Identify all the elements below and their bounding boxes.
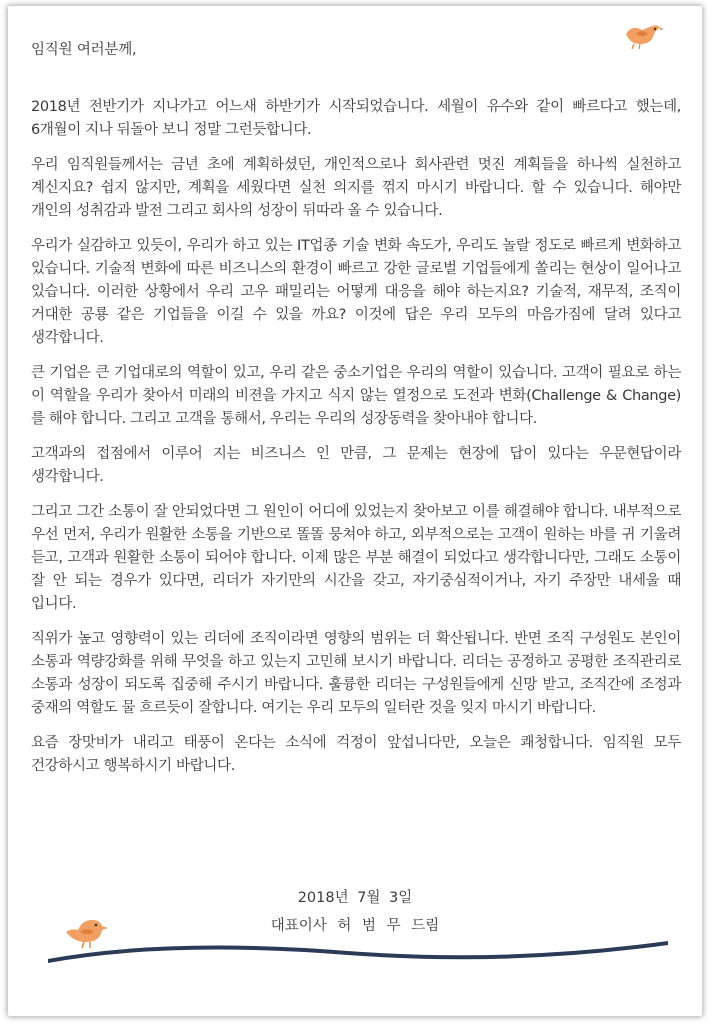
paragraph: 우리가 실감하고 있듯이, 우리가 하고 있는 IT업종 기술 변화 속도가, 우리도 놀랄 정도로 빠르게 변화하고 있습니다. 기술적 변화에 따른 비즈니스의 환경이 빠르고 강한 글로벌 기업들에게 쏠리는 현상이 일어나고 있습니다. 이러한 상황에서 우리 고우 패밀리는 어떻게 대응을 해야 하는지요? 기술적, 재무적, 조직이 거대한 공룡 같은 기업들을 이길 수 있을 까요? 이것에 답은 우리 모두의 마음가짐에 달려 있다고 생각합니다. <box>31 238 681 346</box>
letter-body <box>31 96 681 790</box>
bird-icon <box>622 20 664 50</box>
paragraph: 그리고 그간 소통이 잘 안되었다면 그 원인이 어디에 있었는지 찾아보고 이를 해결해야 합니다. 내부적으로 우선 먼저, 우리가 원활한 소통을 기반으로 똘똘 뭉쳐야 하고, 외부적으로는 고객이 원하는 바를 귀 기울려 듣고, 고객과 원활한 소통이 되어야 합니다. 이제 많은 부분 해결이 되었다고 생각합니다만, 그래도 소통이 잘 안 되는 경우가 있다면, 리더가 자기만의 시간을 갖고, 자기중심적이거나, 자기 주장만 내세울 때 입니다. <box>31 504 681 612</box>
wave-line <box>48 931 668 971</box>
paragraph: 고객과의 접점에서 이루어 지는 비즈니스 인 만큼, 그 문제는 현장에 답이 있다는 우문현답이라 생각합니다. <box>31 446 681 485</box>
paragraph: 직위가 높고 영향력이 있는 리더에 조직이라면 영향의 범위는 더 확산됩니다. 반면 조직 구성원도 본인이 소통과 역량강화를 위해 무엇을 하고 있는지 고민해 보시기 바랍니다. 리더는 공정하고 공평한 조직관리로 소통과 성장이 되도록 집중해 주시기 바랍니다. 훌륭한 리더는 구성원들에게 신망 받고, 조직간에 조정과 중재의 역할도 물 흐르듯이 잘합니다. 여기는 우리 모두의 일터란 것을 잊지 마시기 바랍니다. <box>31 631 681 716</box>
paragraph: 2018년 전반기가 지나가고 어느새 하반기가 시작되었습니다. 세월이 유수와 같이 빠르다고 했는데, 6개월이 지나 뒤돌아 보니 정말 그런듯합니다. <box>31 99 681 138</box>
letter-greeting: 임직원 여러분께, <box>31 42 137 58</box>
paragraph: 큰 기업은 큰 기업대로의 역할이 있고, 우리 같은 중소기업은 우리의 역할이 있습니다. 고객이 필요로 하는 이 역할을 우리가 찾아서 미래의 비젼을 가지고 식지 않는 열정으로 도전과 변화(Challenge & Change)를 해야 합니다. 그리고 고객을 통해서, 우리는 우리의 성장동력을 찾아내야 합니다. <box>31 365 681 427</box>
bird-icon <box>64 912 110 950</box>
letter-page <box>8 6 702 1016</box>
letter-signature: 대표이사 허 범 무 드림 <box>270 918 440 934</box>
paragraph: 요즘 장맛비가 내리고 태풍이 온다는 소식에 걱정이 앞섭니다만, 오늘은 쾌청합니다. 임직원 모두 건강하시고 행복하시기 바랍니다. <box>31 735 681 774</box>
letter-date: 2018년 7월 3일 <box>297 890 413 906</box>
paragraph: 우리 임직원들께서는 금년 초에 계획하셨던, 개인적으로나 회사관련 멋진 계획들을 하나씩 실천하고 계신지요? 쉽지 않지만, 계획을 세웠다면 실천 의지를 꺾지 마시기 바랍니다. 할 수 있습니다. 해야만 개인의 성취감과 발전 그리고 회사의 성장이 뒤따라 올 수 있습니다. <box>31 157 681 219</box>
